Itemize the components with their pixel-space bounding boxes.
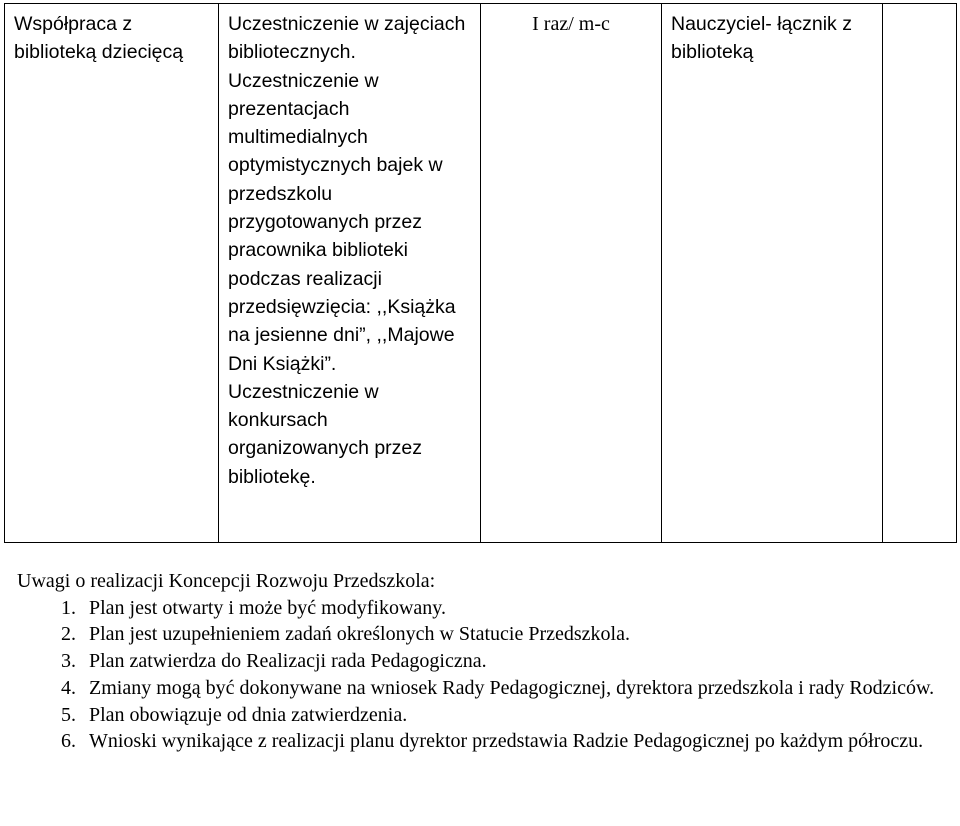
list-item bbox=[17, 621, 947, 648]
tasks-text: Uczestniczenie w zajęciach bibliotecznych. Uczestniczenie w prezentacjach multimedialnych optymistycznych bajek w przedszkolu przygotowanych przez pracownika biblioteki podczas realizacji przedsięwzięcia: ,,Książka na jesienne dni”, ,,Majowe Dni Książki”. Uczestniczenie w konkursach organizowanych przez bibliotekę. bbox=[228, 13, 466, 488]
list-item-text: Plan zatwierdza do Realizacji rada Pedagogiczna. bbox=[89, 650, 487, 673]
empty-cell bbox=[883, 4, 957, 543]
list-item-number: 2. bbox=[61, 623, 76, 646]
list-item-number: 1. bbox=[61, 596, 76, 619]
list-item-number: 3. bbox=[61, 650, 76, 673]
list-item-text: Zmiany mogą być dokonywane na wniosek Rady Pedagogicznej, dyrektora przedszkola i rady Rodziców. bbox=[89, 676, 935, 699]
list-item bbox=[17, 675, 947, 702]
area-text: Współpraca z biblioteką dziecięcą bbox=[14, 13, 184, 64]
list-item bbox=[17, 728, 947, 755]
list-item bbox=[17, 702, 947, 729]
list-item-text: Plan jest otwarty i może być modyfikowany. bbox=[89, 596, 446, 619]
list-item-number: 6. bbox=[61, 730, 76, 753]
responsible-cell bbox=[662, 4, 883, 543]
list-item bbox=[17, 595, 947, 622]
table-row bbox=[5, 4, 957, 543]
list-item-number: 5. bbox=[61, 703, 76, 726]
notes-section bbox=[17, 568, 947, 755]
frequency-text: I raz/ m-c bbox=[532, 13, 610, 35]
list-item-text: Wnioski wynikające z realizacji planu dyrektor przedstawia Radzie Pedagogicznej po każdym półroczu. bbox=[89, 730, 924, 753]
notes-heading: Uwagi o realizacji Koncepcji Rozwoju Przedszkola: bbox=[17, 570, 436, 592]
tasks-cell bbox=[219, 4, 481, 543]
list-item-text: Plan obowiązuje od dnia zatwierdzenia. bbox=[89, 703, 408, 726]
frequency-cell bbox=[481, 4, 662, 543]
notes-list bbox=[17, 595, 947, 755]
list-item bbox=[17, 648, 947, 675]
list-item-number: 4. bbox=[61, 676, 76, 699]
area-cell bbox=[5, 4, 219, 543]
list-item-text: Plan jest uzupełnieniem zadań określonych w Statucie Przedszkola. bbox=[89, 623, 630, 646]
responsible-text: Nauczyciel- łącznik z biblioteką bbox=[671, 13, 852, 64]
plan-table bbox=[4, 3, 957, 543]
